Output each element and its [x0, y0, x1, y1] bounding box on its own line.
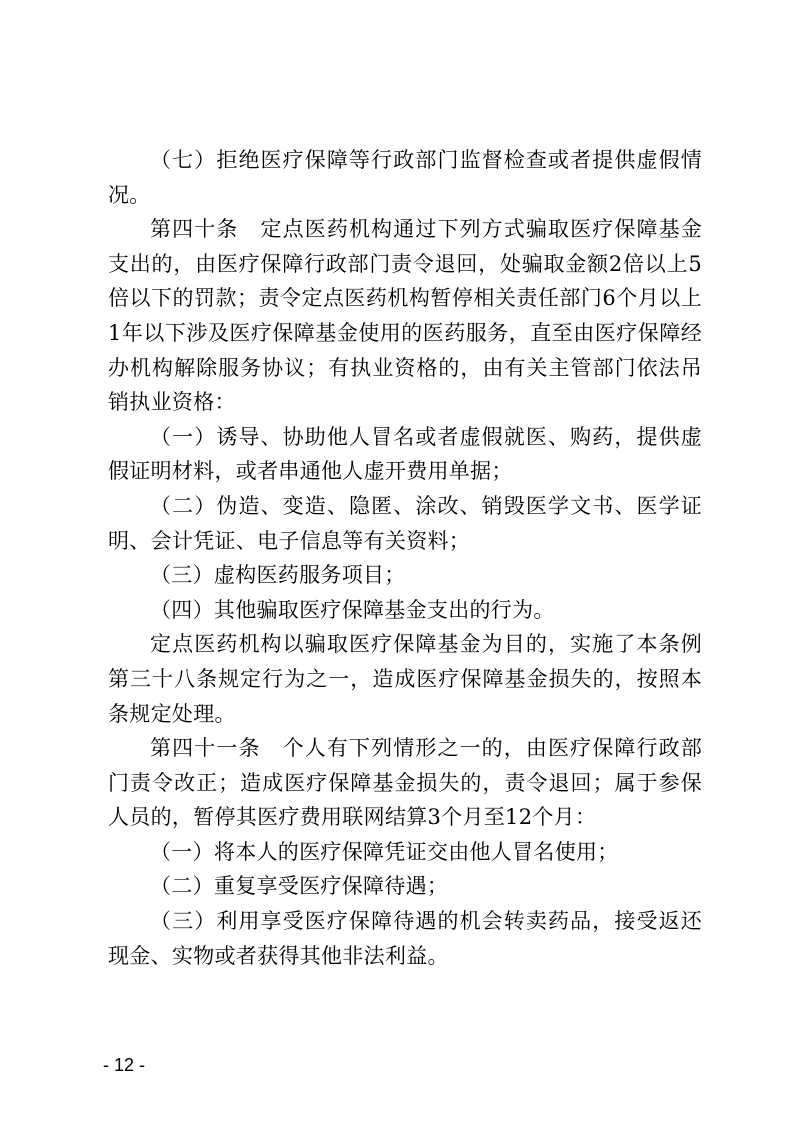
paragraph-item-7-refuse-inspection: （七）拒绝医疗保障等行政部门监督检查或者提供虚假情况。 [108, 148, 702, 207]
article-40-item-2: （二）伪造、变造、隐匿、涂改、销毁医学文书、医学证明、会计凭证、电子信息等有关资料； [108, 493, 702, 553]
article-40-item-1: （一）诱导、协助他人冒名或者虚假就医、购药，提供虚假证明材料，或者串通他人虚开费用单据； [108, 424, 702, 484]
article-41: 第四十一条 个人有下列情形之一的，由医疗保障行政部门责令改正；造成医疗保障基金损失的，责令退回；属于参保人员的，暂停其医疗费用联网结算3个月至12个月： [108, 736, 702, 830]
article-40-item-3: （三）虚构医药服务项目； [150, 563, 406, 588]
article-41-item-1: （一）将本人的医疗保障凭证交由他人冒名使用； [150, 839, 619, 864]
article-41-item-2: （二）重复享受医疗保障待遇； [150, 874, 449, 899]
article-41-item-3: （三）利用享受医疗保障待遇的机会转卖药品，接受返还现金、实物或者获得其他非法利益。 [108, 909, 702, 968]
page-number: - 12 - [103, 1055, 146, 1075]
article-40-supplement: 定点医药机构以骗取医疗保障基金为目的，实施了本条例第三十八条规定行为之一，造成医疗保障基金损失的，按照本条规定处理。 [108, 632, 702, 726]
article-40-item-4: （四）其他骗取医疗保障基金支出的行为。 [150, 597, 555, 622]
article-40: 第四十条 定点医药机构通过下列方式骗取医疗保障基金支出的，由医疗保障行政部门责令退回，处骗取金额2倍以上5倍以下的罚款；责令定点医药机构暂停相关责任部门6个月以上1年以下涉及医疗保障基金使用的医药服务，直至由医疗保障经办机构解除服务协议；有执业资格的，由有关主管部门依法吊销执业资格： [108, 217, 702, 415]
document-body [108, 143, 702, 973]
